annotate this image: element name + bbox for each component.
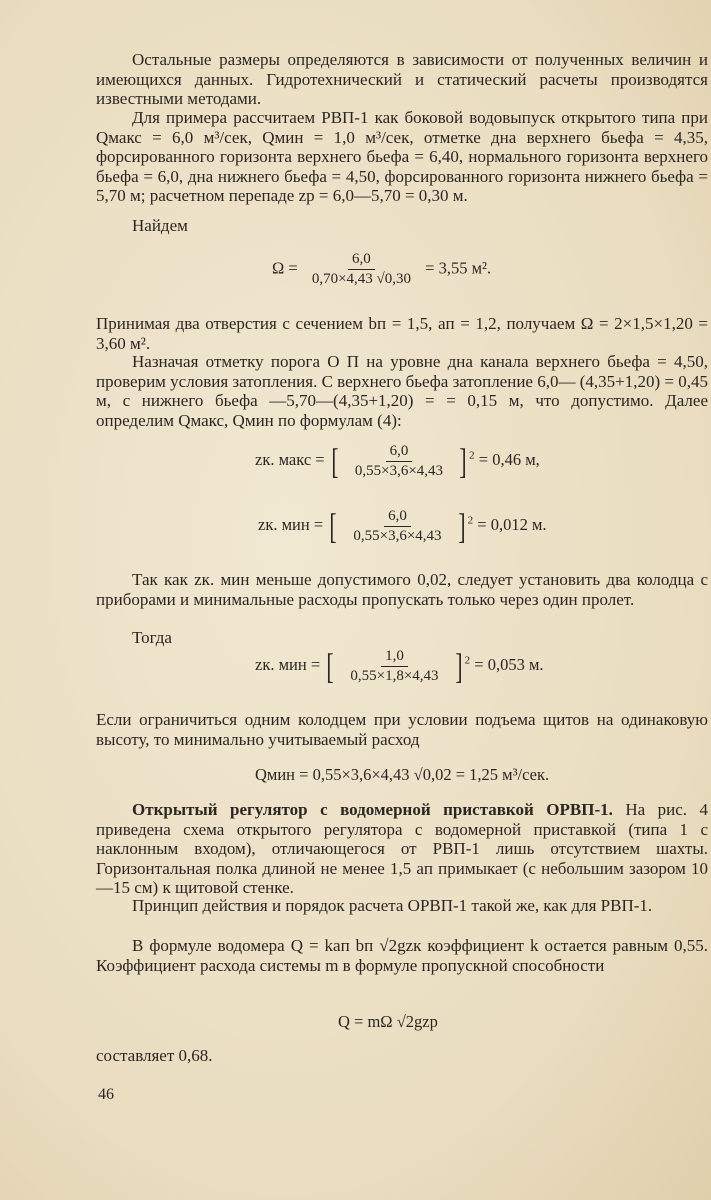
formula-lhs: zк. мин = xyxy=(255,654,321,674)
fraction xyxy=(349,507,445,546)
exponent: 2 xyxy=(467,514,474,527)
left-bracket: [ xyxy=(331,441,339,481)
paragraph-principle: Принцип действия и порядок расчета ОРВП-1 такой же, как для РВП-1. xyxy=(132,896,653,915)
paragraph-then: Тогда xyxy=(132,628,172,647)
formula-z-min-one-span xyxy=(255,645,544,687)
formula-omega xyxy=(272,250,491,289)
denominator: 0,70×4,43 √0,30 xyxy=(311,271,412,287)
paragraph-one-well: Если ограничиться одним колодцем при условии подъема щитов на одинаковую высоту, то минимально учитываемый расход xyxy=(96,710,708,749)
numerator: 6,0 xyxy=(384,507,411,527)
formula-rhs: = 3,55 м². xyxy=(425,258,492,278)
section-body: На рис. 4 приведена схема открытого регулятора с водомерной приставкой (типа 1 с наклонным входом), отличающегося от РВП-1 лишь отсутствием шахты. Горизонтальная полка длиной не менее 1,5 aп примыкает (с небольшим зазором 10—15 см) к щитовой стенке. xyxy=(96,800,709,897)
fraction xyxy=(351,442,447,481)
numerator: 6,0 xyxy=(386,442,413,462)
paragraph-openings: Принимая два отверстия с сечением bп = 1,5, aп = 1,2, получаем Ω = 2×1,5×1,20 = 3,60 м². xyxy=(96,314,708,353)
denominator: 0,55×1,8×4,43 xyxy=(350,667,439,684)
right-bracket: ] xyxy=(455,646,463,686)
exponent: 2 xyxy=(469,449,475,462)
formula-lhs: Ω = xyxy=(272,258,298,278)
fraction xyxy=(346,647,442,686)
numerator: 1,0 xyxy=(381,647,408,667)
formula-z-max xyxy=(255,440,540,482)
page-number: 46 xyxy=(98,1086,114,1103)
paragraph-wells: Так как zк. мин меньше допустимого 0,02, следует установить два колодца с приборами и минимальные расходы пропускать только через один пролет. xyxy=(96,570,708,609)
paragraph-example: Для примера рассчитаем РВП-1 как боковой водовыпуск открытого типа при Qмакс = 6,0 м³/сек, Qмин = 1,0 м³/сек, отметке дна верхнего бьефа = 4,35, форсированного горизонта верхнего бьефа = 6,40, нормального горизонта верхнего бьефа = 6,0, дна нижнего бьефа = 4,50, форсированного горизонта нижнего бьефа = 5,70 м; расчетном перепаде zр = 6,0—5,70 = 0,30 м. xyxy=(96,108,708,205)
paragraph-coefficient: В формуле водомера Q = kaп bп √2gzк коэффициент k остается равным 0,55. Коэффициент расхода системы m в формуле пропускной способности xyxy=(96,936,708,975)
left-bracket: [ xyxy=(326,646,334,686)
fraction xyxy=(308,250,415,289)
denominator: 0,55×3,6×4,43 xyxy=(353,527,442,544)
paragraph-orvp xyxy=(96,800,708,898)
exponent: 2 xyxy=(464,654,471,667)
formula-q-min: Qмин = 0,55×3,6×4,43 √0,02 = 1,25 м³/сек. xyxy=(255,765,550,784)
paragraph-find: Найдем xyxy=(132,216,188,235)
formula-rhs: = 0,012 м. xyxy=(477,514,547,534)
paragraph-threshold: Назначая отметку порога О П на уровне дна канала верхнего бьефа = 4,50, проверим условия затопления. С верхнего бьефа затопление 6,0— (4,35+1,20) = 0,45 м, с нижнего бьефа —5,70—(4,35+1,20) = = 0,15 м, что допустимо. Далее определим Qмакс, Qмин по формулам (4): xyxy=(96,352,708,430)
numerator: 6,0 xyxy=(348,250,375,270)
paragraph-intro: Остальные размеры определяются в зависимости от полученных величин и имеющихся данных. Гидротехнический и статический расчеты производятся известными методами. xyxy=(96,50,708,108)
formula-rhs: = 0,46 м, xyxy=(478,449,540,469)
denominator: 0,55×3,6×4,43 xyxy=(354,462,444,479)
left-bracket: [ xyxy=(329,506,337,546)
right-bracket: ] xyxy=(459,441,467,481)
formula-lhs: zк. мин = xyxy=(258,514,324,534)
paragraph-result: составляет 0,68. xyxy=(96,1046,213,1065)
right-bracket: ] xyxy=(458,506,466,546)
section-heading: Открытый регулятор с водомерной приставкой ОРВП-1. xyxy=(132,800,613,819)
formula-z-min xyxy=(258,505,547,547)
formula-lhs: zк. макс = xyxy=(255,449,325,469)
formula-capacity: Q = mΩ √2gzр xyxy=(338,1012,438,1031)
formula-rhs: = 0,053 м. xyxy=(474,654,544,674)
